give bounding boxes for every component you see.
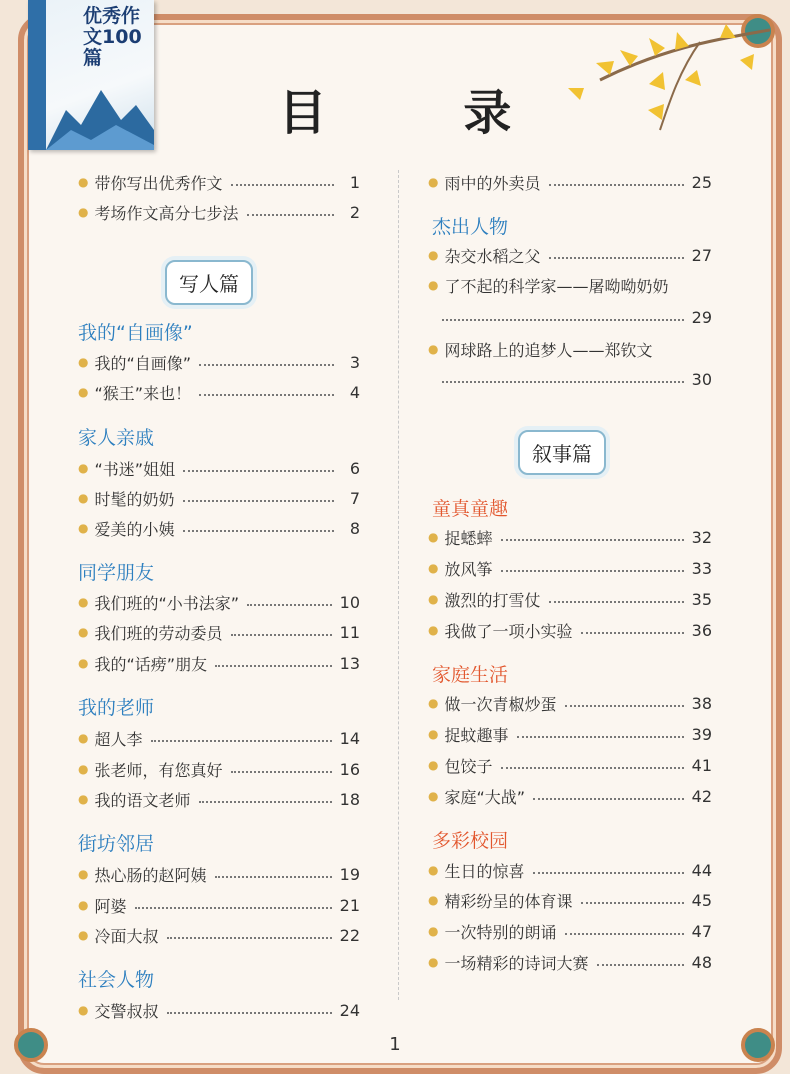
section-label: 写人篇 (165, 260, 253, 305)
toc-entry[interactable] (428, 753, 712, 777)
bullet-icon: ● (428, 924, 439, 938)
bullet-icon: ● (428, 727, 439, 741)
toc-entry[interactable] (78, 380, 360, 404)
dot-leader (231, 184, 335, 186)
dot-leader (442, 381, 684, 383)
dot-leader (501, 570, 684, 572)
page-ref: 45 (691, 890, 712, 910)
toc-entry[interactable] (428, 170, 712, 194)
dot-leader (183, 470, 334, 472)
entry-title: 包饺子 (444, 756, 493, 776)
toc-entry[interactable] (428, 722, 712, 746)
page-ref: 47 (691, 921, 712, 941)
entry-title: 捉蚊趣事 (444, 725, 509, 745)
entry-title: 家庭“大战” (444, 787, 526, 807)
toc-entry[interactable] (428, 337, 712, 361)
bullet-icon: ● (78, 521, 89, 535)
dot-leader (231, 771, 332, 773)
toc-entry[interactable] (428, 919, 712, 943)
entry-title: 带你写出优秀作文 (94, 173, 223, 193)
bullet-icon: ● (428, 248, 439, 262)
bullet-icon: ● (78, 595, 89, 609)
dot-leader (247, 604, 332, 606)
toc-entry[interactable] (428, 273, 712, 297)
column-divider (398, 170, 399, 1000)
entry-title: 捉蟋蟀 (444, 528, 493, 548)
bullet-icon: ● (78, 656, 89, 670)
toc-entry[interactable] (78, 923, 360, 947)
bullet-icon: ● (78, 867, 89, 881)
page-ref: 7 (349, 488, 360, 508)
entry-title: 杂交水稻之父 (444, 246, 541, 266)
entry-title: 超人李 (94, 729, 143, 749)
entry-title: 精彩纷呈的体育课 (444, 891, 573, 911)
category-heading: 家人亲戚 (78, 427, 155, 449)
toc-entry[interactable] (78, 456, 360, 480)
dot-leader (167, 1012, 332, 1014)
page-ref: 16 (339, 759, 360, 779)
dot-leader (533, 798, 684, 800)
toc-entry[interactable] (428, 858, 712, 882)
toc-entry[interactable] (78, 726, 360, 750)
entry-title: 网球路上的追梦人——郑钦文 (444, 340, 653, 360)
toc-entry[interactable] (78, 998, 360, 1022)
dot-leader (581, 902, 684, 904)
toc-entry[interactable] (78, 516, 360, 540)
toc-entry[interactable] (78, 200, 360, 224)
toc-entry-continuation[interactable] (442, 367, 712, 391)
toc-entry[interactable] (428, 784, 712, 808)
bullet-icon: ● (428, 758, 439, 772)
toc-entry[interactable] (78, 757, 360, 781)
bullet-icon: ● (428, 623, 439, 637)
category-heading: 童真童趣 (432, 498, 509, 520)
bullet-icon: ● (78, 491, 89, 505)
entry-title: 做一次青椒炒蛋 (444, 694, 557, 714)
toc-entry[interactable] (428, 950, 712, 974)
dot-leader (247, 214, 335, 216)
page-ref: 1 (349, 172, 360, 192)
bullet-icon: ● (78, 205, 89, 219)
entry-title: “猴王”来也！ (94, 383, 192, 403)
dot-leader (581, 632, 684, 634)
bullet-icon: ● (78, 461, 89, 475)
entry-title: 一次特别的朗诵 (444, 922, 557, 942)
entry-title: 我们班的“小书法家” (94, 593, 240, 613)
bullet-icon: ● (428, 592, 439, 606)
toc-entry[interactable] (428, 888, 712, 912)
entry-title: 张老师，有您真好 (94, 760, 223, 780)
page-ref: 35 (691, 589, 712, 609)
dot-leader (135, 907, 332, 909)
entry-title: 冷面大叔 (94, 926, 159, 946)
toc-entry[interactable] (428, 618, 712, 642)
entry-title: 我们班的劳动委员 (94, 623, 223, 643)
book-cover-title: 优秀作文100篇 (83, 5, 142, 69)
entry-title: 激烈的打雪仗 (444, 590, 541, 610)
entry-title: 放风筝 (444, 559, 493, 579)
dot-leader (533, 872, 684, 874)
category-heading: 同学朋友 (78, 562, 155, 584)
entry-title: 了不起的科学家——屠呦呦奶奶 (444, 276, 669, 296)
page-ref: 13 (339, 653, 360, 673)
category-heading: 社会人物 (78, 969, 155, 991)
dot-leader (183, 500, 335, 502)
bullet-icon: ● (428, 530, 439, 544)
dot-leader (167, 937, 332, 939)
bullet-icon: ● (78, 1003, 89, 1017)
page-ref: 32 (691, 527, 712, 547)
dot-leader (199, 801, 332, 803)
page-ref: 44 (691, 860, 712, 880)
toc-entry[interactable] (78, 651, 360, 675)
entry-title: “书迷”姐姐 (94, 459, 176, 479)
entry-title: 阿婆 (94, 896, 127, 916)
bullet-icon: ● (428, 955, 439, 969)
dot-leader (549, 601, 684, 603)
page-ref: 4 (349, 382, 360, 402)
dot-leader (549, 184, 684, 186)
entry-title: 我做了一项小实验 (444, 621, 573, 641)
toc-entry[interactable] (78, 787, 360, 811)
dot-leader (597, 964, 684, 966)
category-heading: 我的“自画像” (78, 322, 193, 344)
entry-title: 我的语文老师 (94, 790, 191, 810)
bullet-icon: ● (78, 385, 89, 399)
category-heading: 杰出人物 (432, 216, 509, 238)
category-heading: 街坊邻居 (78, 833, 155, 855)
page-ref: 3 (349, 352, 360, 372)
page-ref: 41 (691, 755, 712, 775)
toc-entry-continuation[interactable] (442, 305, 712, 329)
section-label: 叙事篇 (518, 430, 606, 475)
dot-leader (215, 876, 332, 878)
category-heading: 多彩校园 (432, 830, 509, 852)
dot-leader (215, 665, 332, 667)
toc-entry[interactable] (78, 590, 360, 614)
page-number: 1 (389, 1034, 401, 1055)
dot-leader (199, 364, 334, 366)
page-ref: 10 (339, 592, 360, 612)
bullet-icon: ● (78, 731, 89, 745)
bullet-icon: ● (428, 561, 439, 575)
page-ref: 33 (691, 558, 712, 578)
page-ref: 14 (339, 728, 360, 748)
page-ref: 19 (339, 864, 360, 884)
toc-entry[interactable] (428, 691, 712, 715)
category-heading: 我的老师 (78, 697, 155, 719)
bullet-icon: ● (78, 762, 89, 776)
bullet-icon: ● (428, 696, 439, 710)
entry-title: 考场作文高分七步法 (94, 203, 239, 223)
toc-entry[interactable] (428, 243, 712, 267)
dot-leader (565, 705, 684, 707)
category-heading: 家庭生活 (432, 664, 509, 686)
page-ref: 22 (339, 925, 360, 945)
bullet-icon: ● (428, 863, 439, 877)
dot-leader (151, 740, 332, 742)
toc-entry[interactable] (428, 556, 712, 580)
page-ref: 8 (349, 518, 360, 538)
toc-entry[interactable] (78, 620, 360, 644)
page-ref: 24 (339, 1000, 360, 1020)
entry-title: 爱美的小姨 (94, 519, 175, 539)
page-ref: 38 (691, 693, 712, 713)
page-ref: 25 (691, 172, 712, 192)
dot-leader (549, 257, 684, 259)
page-ref: 11 (339, 622, 360, 642)
entry-title: 我的“话痨”朋友 (94, 654, 208, 674)
entry-title: 一场精彩的诗词大赛 (444, 953, 589, 973)
page-ref: 6 (349, 458, 360, 478)
page-ref: 36 (691, 620, 712, 640)
bullet-icon: ● (78, 355, 89, 369)
page-ref: 27 (691, 245, 712, 265)
dot-leader (501, 767, 684, 769)
page-ref: 42 (691, 786, 712, 806)
page-ref: 48 (691, 952, 712, 972)
bullet-icon: ● (78, 898, 89, 912)
entry-title: 生日的惊喜 (444, 861, 525, 881)
bullet-icon: ● (78, 175, 89, 189)
bullet-icon: ● (78, 625, 89, 639)
page-title: 目 录 (278, 85, 572, 141)
bullet-icon: ● (428, 789, 439, 803)
toc-entry[interactable] (428, 587, 712, 611)
dot-leader (199, 394, 334, 396)
toc-entry[interactable] (78, 170, 360, 194)
toc-entry[interactable] (78, 862, 360, 886)
bullet-icon: ● (428, 893, 439, 907)
page-ref: 21 (339, 895, 360, 915)
bullet-icon: ● (428, 342, 439, 356)
page-ref: 30 (691, 369, 712, 389)
bullet-icon: ● (78, 928, 89, 942)
toc-entry[interactable] (428, 525, 712, 549)
entry-title: 雨中的外卖员 (444, 173, 541, 193)
dot-leader (231, 634, 332, 636)
bullet-icon: ● (428, 175, 439, 189)
page-ref: 29 (691, 307, 712, 327)
dot-leader (517, 736, 684, 738)
toc-entry[interactable] (78, 893, 360, 917)
page-ref: 18 (339, 789, 360, 809)
bullet-icon: ● (428, 278, 439, 292)
page-ref: 2 (349, 202, 360, 222)
dot-leader (565, 933, 684, 935)
page-ref: 39 (691, 724, 712, 744)
toc-entry[interactable] (78, 486, 360, 510)
entry-title: 我的“自画像” (94, 353, 192, 373)
toc-entry[interactable] (78, 350, 360, 374)
dot-leader (183, 530, 335, 532)
entry-title: 交警叔叔 (94, 1001, 159, 1021)
entry-title: 热心肠的赵阿姨 (94, 865, 207, 885)
dot-leader (442, 319, 684, 321)
dot-leader (501, 539, 684, 541)
entry-title: 时髦的奶奶 (94, 489, 175, 509)
bullet-icon: ● (78, 792, 89, 806)
